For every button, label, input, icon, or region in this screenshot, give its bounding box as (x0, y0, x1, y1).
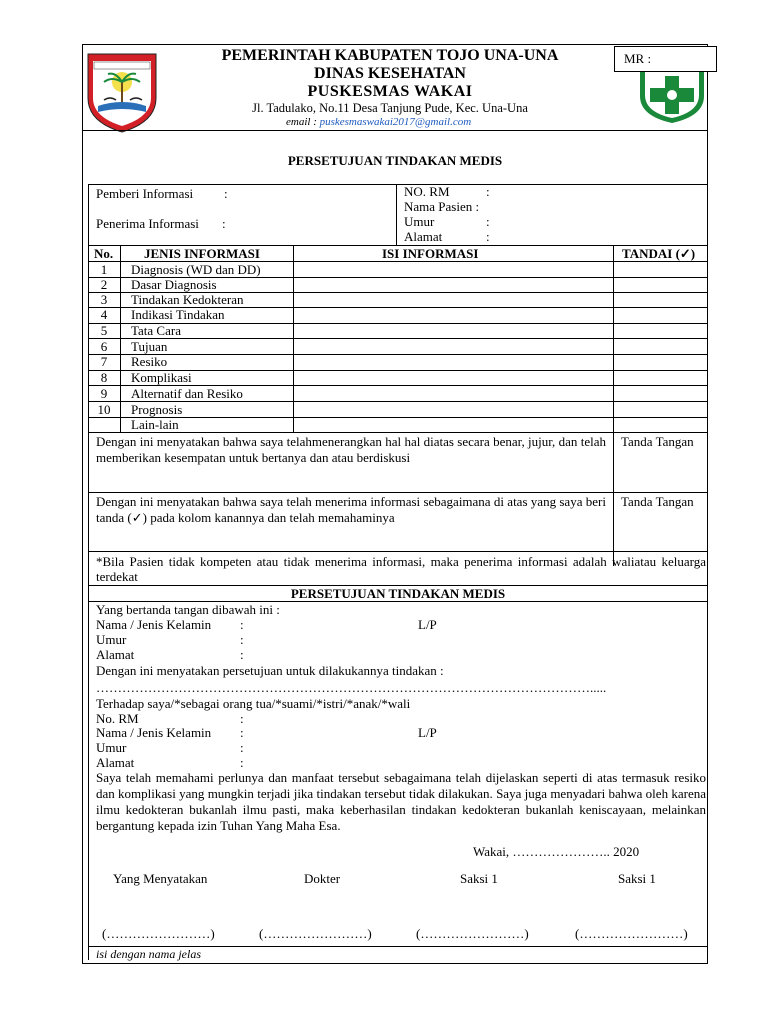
umur-label: Umur (96, 740, 127, 755)
form-title: PERSETUJUAN TINDAKAN MEDIS (287, 153, 503, 168)
umur-colon: : (240, 740, 244, 755)
row-no: 8 (100, 370, 108, 385)
no-rm-colon: : (486, 184, 490, 199)
row-no: 5 (100, 323, 108, 338)
row-line (88, 417, 708, 418)
row-jenis: Indikasi Tindakan (131, 307, 225, 322)
nama-jk-label: Nama / Jenis Kelamin (96, 617, 212, 632)
row-line (88, 354, 708, 355)
regency-emblem-icon (84, 48, 160, 134)
umur-label: Umur (404, 214, 435, 229)
consent-intro: Yang bertanda tangan dibawah ini : (96, 602, 280, 617)
email-row (286, 116, 471, 129)
alamat-colon: : (240, 647, 244, 662)
statement-divider (88, 492, 708, 493)
signature-blank[interactable]: (……………………) (416, 926, 529, 941)
consent-declaration: Dengan ini menyatakan persetujuan untuk dilakukannya tindakan : (96, 663, 444, 678)
row-no: 1 (100, 262, 108, 277)
penerima-colon: : (222, 216, 226, 231)
alamat-label: Alamat (96, 647, 135, 662)
email-link[interactable]: puskesmaswakai2017@gmail.com (319, 116, 472, 128)
table-bottom-line (88, 432, 708, 433)
umur-colon: : (240, 632, 244, 647)
terhadap-line: Terhadap saya/*sebagai orang tua/*suami/*istri/*anak/*wali (96, 696, 411, 711)
government-title: PEMERINTAH KABUPATEN TOJO UNA-UNA (221, 47, 559, 64)
info-divider (396, 184, 397, 245)
alamat-label: Alamat (404, 229, 443, 244)
statement-left-line (88, 432, 89, 551)
no-rm-label: NO. RM (404, 184, 450, 199)
row-no: 4 (100, 307, 108, 322)
row-no: 3 (100, 292, 108, 307)
row-jenis: Tujuan (131, 339, 168, 354)
row-jenis: Dasar Diagnosis (131, 277, 217, 292)
header-tandai: TANDAI (✓) (622, 246, 696, 261)
pemberi-colon: : (224, 186, 228, 201)
row-no: 7 (100, 354, 108, 369)
row-jenis: Diagnosis (WD dan DD) (131, 262, 261, 277)
row-jenis: Lain-lain (131, 417, 179, 432)
header-isi: ISI INFORMASI (382, 246, 479, 261)
info-top-line (88, 184, 708, 185)
row-no: 9 (100, 386, 108, 401)
signature-blank[interactable]: (……………………) (102, 926, 215, 941)
consent-title: PERSETUJUAN TINDAKAN MEDIS (290, 586, 506, 601)
gender-lp: L/P (418, 725, 437, 740)
doctor-label: Dokter (304, 871, 341, 886)
consent-paragraph: Saya telah memahami perlunya dan manfaat tersebut sebagaimana telah dijelaskan seperti di atas termasuk resiko dan komplikasi yang mungkin terjadi jika tindakan tersebut tidak dilakukan. Saya juga menyadari bahwa oleh karena ilmu kedokteran bukanlah ilmu pasti, maka keberhasilan tindakan kedokteran bukanlah keniscayaan, melainkan bergantung kepada izin Tuhan Yang Maha Esa. (96, 770, 706, 833)
statement-recipient: Dengan ini menyatakan bahwa saya telah menerima informasi sebagaimana di atas yang saya beri tanda (✓) pada kolom kanannya dan telah memahaminya (96, 494, 606, 525)
alamat-colon: : (240, 755, 244, 770)
row-line (88, 323, 708, 324)
row-line (88, 338, 708, 339)
col-line-isi (613, 245, 614, 566)
signature-label-provider: Tanda Tangan (621, 434, 694, 449)
mr-label: MR : (624, 51, 652, 66)
umur-label: Umur (96, 632, 127, 647)
row-no: 10 (97, 402, 111, 417)
alamat-label: Alamat (96, 755, 135, 770)
health-center-logo-icon (636, 66, 708, 124)
procedure-dotted-line: ……………………………………………………………………………………………………..... (96, 680, 607, 695)
email-label: email : (286, 116, 317, 128)
nama-jk-colon: : (240, 725, 244, 740)
penerima-label: Penerima Informasi (96, 216, 199, 231)
department-title: DINAS KESEHATAN (314, 65, 466, 82)
footnote: isi dengan nama jelas (96, 947, 201, 961)
guardian-note: *Bila Pasien tidak kompeten atau tidak menerima informasi, maka penerima informasi adalah waliatau keluarga terdekat (96, 554, 706, 584)
signer-label: Yang Menyatakan (113, 871, 208, 886)
row-no: 6 (100, 339, 108, 354)
statement-provider: Dengan ini menyatakan bahwa saya telahmenerangkan hal hal diatas secara benar, jujur, dan telah memberikan kesempatan untuk bertanya dan atau berdiskusi (96, 434, 606, 465)
statement-bottom-line (88, 551, 708, 552)
header-divider (82, 130, 708, 131)
signature-label-recipient: Tanda Tangan (621, 494, 694, 509)
alamat-colon: : (486, 229, 490, 244)
pemberi-label: Pemberi Informasi (96, 186, 194, 201)
row-jenis: Resiko (131, 354, 168, 369)
signature-blank[interactable]: (……………………) (575, 926, 688, 941)
address-line: Jl. Tadulako, No.11 Desa Tanjung Pude, Kec. Una-Una (252, 101, 528, 115)
row-no: 2 (100, 277, 108, 292)
gender-lp: L/P (418, 617, 437, 632)
nama-jk-label: Nama / Jenis Kelamin (96, 725, 212, 740)
no-rm-colon: : (240, 711, 244, 726)
signature-blank[interactable]: (……………………) (259, 926, 372, 941)
row-jenis: Tindakan Kedokteran (131, 292, 244, 307)
nama-jk-colon: : (240, 617, 244, 632)
umur-colon: : (486, 214, 490, 229)
row-jenis: Komplikasi (131, 370, 192, 385)
nama-pasien-label: Nama Pasien : (404, 199, 480, 214)
place-date: Wakai, ………………….. 2020 (473, 844, 640, 859)
row-jenis: Alternatif dan Resiko (131, 386, 243, 401)
row-jenis: Tata Cara (131, 323, 181, 338)
lower-left-line (88, 551, 89, 960)
row-jenis: Prognosis (131, 402, 183, 417)
no-rm-label: No. RM (96, 711, 139, 726)
header-no: No. (94, 246, 114, 261)
witness-label: Saksi 1 (618, 871, 656, 886)
header-jenis: JENIS INFORMASI (144, 246, 260, 261)
puskesmas-title: PUSKESMAS WAKAI (307, 83, 473, 100)
witness-label: Saksi 1 (460, 871, 498, 886)
